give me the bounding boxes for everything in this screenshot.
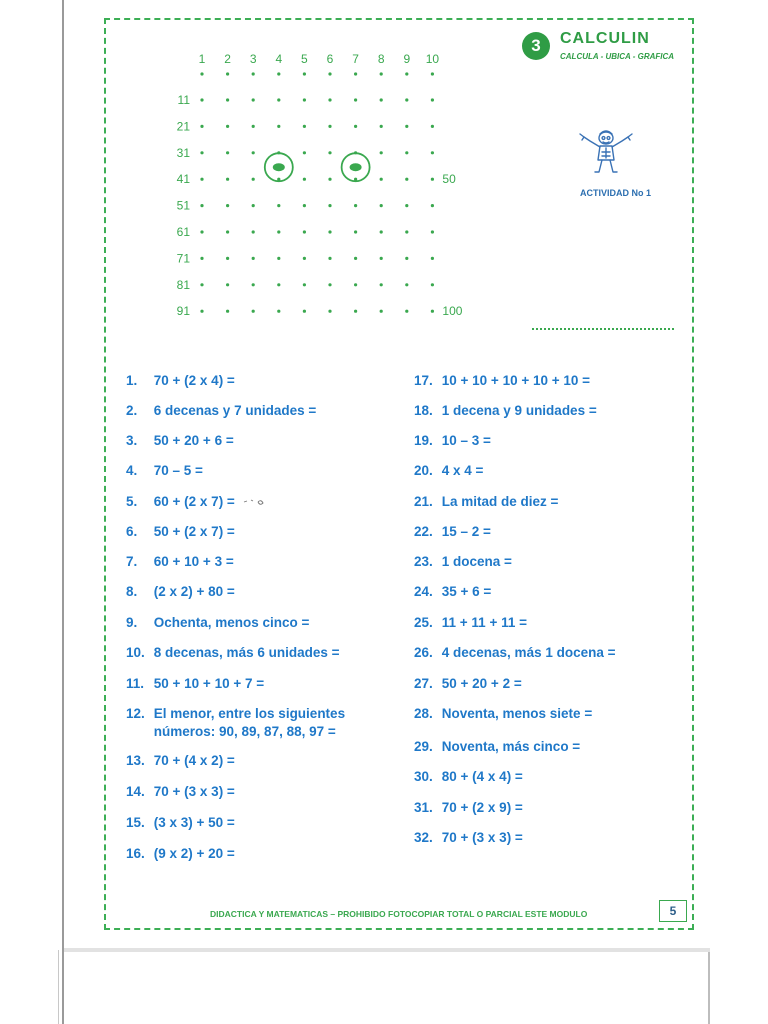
question-item: 25. 11 + 11 + 11 = [414, 615, 527, 630]
question-item: 27. 50 + 20 + 2 = [414, 676, 522, 691]
grid-dot [252, 98, 255, 101]
question-item: 21. La mitad de diez = [414, 494, 559, 509]
grid-dot [200, 310, 203, 313]
grid-dot [226, 178, 229, 181]
grid-dot [380, 125, 383, 128]
grid-dot [380, 310, 383, 313]
page-edge-right [708, 950, 710, 1024]
grid-dot [200, 283, 203, 286]
grid-dot [354, 310, 357, 313]
grid-dot [303, 310, 306, 313]
grid-dot [200, 125, 203, 128]
question-item: 15. (3 x 3) + 50 = [126, 815, 235, 830]
grid-dot [303, 151, 306, 154]
grid-dot [380, 283, 383, 286]
grid-row-label: 31 [176, 145, 190, 160]
grid-dot [226, 204, 229, 207]
grid-dot [303, 257, 306, 260]
grid-dot [200, 178, 203, 181]
grid-dot [200, 151, 203, 154]
question-item: 17. 10 + 10 + 10 + 10 + 10 = [414, 373, 591, 388]
grid-dot [431, 178, 434, 181]
module-number-badge: 3 [522, 32, 550, 60]
grid-dot [405, 283, 408, 286]
page-bottom-shadow [64, 948, 710, 952]
grid-row-label: 51 [176, 198, 190, 213]
question-item: 10. 8 decenas, más 6 unidades = [126, 645, 340, 660]
question-item: 29. Noventa, más cinco = [414, 739, 581, 754]
grid-dot [277, 283, 280, 286]
grid-dot [252, 283, 255, 286]
grid-column-label: 7 [352, 52, 359, 66]
question-item: 20. 4 x 4 = [414, 463, 484, 478]
question-item: 24. 35 + 6 = [414, 584, 492, 599]
grid-dot [303, 98, 306, 101]
circled-cell-fill [273, 163, 285, 171]
answer-dotted-line [532, 328, 674, 330]
grid-dot [354, 230, 357, 233]
grid-dot [431, 204, 434, 207]
question-item: 9. Ochenta, menos cinco = [126, 615, 310, 630]
grid-dot [252, 178, 255, 181]
pencil-scribble-icon [242, 496, 276, 510]
grid-column-label: 4 [275, 52, 283, 66]
grid-dot [226, 310, 229, 313]
grid-column-label: 5 [301, 52, 308, 66]
grid-dot [303, 178, 306, 181]
question-item: 23. 1 docena = [414, 554, 512, 569]
grid-dot [303, 283, 306, 286]
grid-column-label: 8 [377, 52, 385, 66]
grid-dot [303, 125, 306, 128]
page-edge-inner [58, 950, 59, 1024]
grid-row-label: 91 [176, 304, 190, 319]
question-item: 16. (9 x 2) + 20 = [126, 846, 235, 861]
grid-dot [431, 125, 434, 128]
grid-dot [226, 257, 229, 260]
grid-dot [328, 204, 331, 207]
grid-dot [252, 72, 255, 75]
question-item: 2. 6 decenas y 7 unidades = [126, 403, 317, 418]
question-item: 26. 4 decenas, más 1 docena = [414, 645, 616, 660]
grid-dot [380, 257, 383, 260]
grid-dot [226, 98, 229, 101]
grid-dot [354, 125, 357, 128]
grid-dot [405, 98, 408, 101]
grid-dot [380, 230, 383, 233]
grid-dot [328, 310, 331, 313]
grid-column-label: 10 [425, 52, 440, 66]
grid-dot [354, 283, 357, 286]
question-item: 18. 1 decena y 9 unidades = [414, 403, 597, 418]
grid-dot [405, 72, 408, 75]
question-item: 31. 70 + (2 x 9) = [414, 800, 523, 815]
grid-dot [328, 125, 331, 128]
grid-dot [200, 204, 203, 207]
grid-dot [252, 151, 255, 154]
grid-dot [200, 230, 203, 233]
grid-column-label: 9 [403, 52, 411, 66]
grid-column-label: 6 [326, 52, 334, 66]
question-item: 4. 70 – 5 = [126, 463, 203, 478]
circled-cell-fill [350, 163, 362, 171]
grid-dot [380, 98, 383, 101]
grid-dot [277, 257, 280, 260]
grid-side-label: 100 [442, 304, 463, 319]
grid-dot [226, 72, 229, 75]
brand-subtitle: CALCULA - UBICA - GRAFICA [560, 52, 675, 61]
grid-dot [431, 283, 434, 286]
grid-dot [303, 72, 306, 75]
grid-dot [277, 230, 280, 233]
grid-row-label: 41 [176, 172, 190, 187]
grid-dot [354, 72, 357, 75]
grid-dot [380, 178, 383, 181]
grid-dot [431, 98, 434, 101]
grid-dot [354, 257, 357, 260]
question-item: 13. 70 + (4 x 2) = [126, 753, 235, 768]
grid-dot [277, 204, 280, 207]
grid-dot [252, 230, 255, 233]
question-item: 19. 10 – 3 = [414, 433, 491, 448]
grid-dot [226, 230, 229, 233]
grid-dot [405, 230, 408, 233]
grid-dot [405, 178, 408, 181]
grid-dot [252, 125, 255, 128]
question-item: 1. 70 + (2 x 4) = [126, 373, 235, 388]
grid-dot [431, 310, 434, 313]
page-number: 5 [659, 900, 687, 922]
grid-row-label: 71 [176, 251, 190, 266]
question-item: 3. 50 + 20 + 6 = [126, 433, 234, 448]
activity-label: ACTIVIDAD No 1 [580, 188, 652, 198]
page-edge [62, 0, 64, 1024]
grid-dot [431, 257, 434, 260]
grid-dot [277, 72, 280, 75]
grid-column-label: 3 [249, 52, 257, 66]
grid-dot [328, 151, 331, 154]
question-item: 7. 60 + 10 + 3 = [126, 554, 234, 569]
calculin-brand [520, 30, 690, 70]
mascot-illustration-icon [576, 128, 636, 184]
grid-dot [277, 310, 280, 313]
grid-dot [328, 230, 331, 233]
question-item: 5. 60 + (2 x 7) = [126, 494, 235, 509]
grid-dot [405, 257, 408, 260]
question-item: 32. 70 + (3 x 3) = [414, 830, 523, 845]
grid-dot [328, 283, 331, 286]
grid-dot [200, 98, 203, 101]
grid-dot [380, 151, 383, 154]
grid-dot [303, 204, 306, 207]
question-item: 12. El menor, entre los siguientes números: 90, 89, 87, 88, 97 = [126, 706, 346, 739]
grid-dot [405, 310, 408, 313]
question-item: 30. 80 + (4 x 4) = [414, 769, 523, 784]
grid-dot [252, 310, 255, 313]
grid-dot [277, 98, 280, 101]
grid-dot [354, 98, 357, 101]
question-item: 8. (2 x 2) + 80 = [126, 584, 235, 599]
grid-row-label: 61 [176, 225, 190, 239]
grid-dot [328, 72, 331, 75]
grid-dot [200, 257, 203, 260]
grid-dot [277, 125, 280, 128]
grid-dot [431, 230, 434, 233]
question-item: 14. 70 + (3 x 3) = [126, 784, 235, 799]
grid-column-label: 1 [198, 52, 206, 66]
grid-row-label: 11 [177, 93, 190, 107]
grid-dot [405, 204, 408, 207]
grid-dot [252, 257, 255, 260]
grid-dot [328, 178, 331, 181]
question-item: 22. 15 – 2 = [414, 524, 491, 539]
grid-dot [380, 204, 383, 207]
grid-side-label: 50 [442, 172, 456, 187]
grid-dot [431, 72, 434, 75]
grid-dot [405, 125, 408, 128]
grid-dot [354, 204, 357, 207]
grid-dot [252, 204, 255, 207]
question-item: 11. 50 + 10 + 10 + 7 = [126, 676, 265, 691]
grid-dot [328, 98, 331, 101]
grid-dot [405, 151, 408, 154]
grid-dot [226, 125, 229, 128]
question-item: 28. Noventa, menos siete = [414, 706, 593, 721]
grid-dot [328, 257, 331, 260]
footer-copyright: DIDACTICA Y MATEMATICAS – PROHIBIDO FOTOCOPIAR TOTAL O PARCIAL ESTE MODULO [210, 909, 588, 919]
number-dot-grid [160, 46, 480, 336]
question-item: 6. 50 + (2 x 7) = [126, 524, 235, 539]
grid-dot [200, 72, 203, 75]
grid-dot [303, 230, 306, 233]
brand-title: CALCULIN [560, 30, 650, 47]
grid-dot [226, 151, 229, 154]
grid-dot [431, 151, 434, 154]
grid-row-label: 21 [176, 119, 190, 134]
grid-dot [226, 283, 229, 286]
grid-row-label: 81 [176, 277, 190, 292]
grid-dot [380, 72, 383, 75]
grid-column-label: 2 [224, 52, 231, 66]
